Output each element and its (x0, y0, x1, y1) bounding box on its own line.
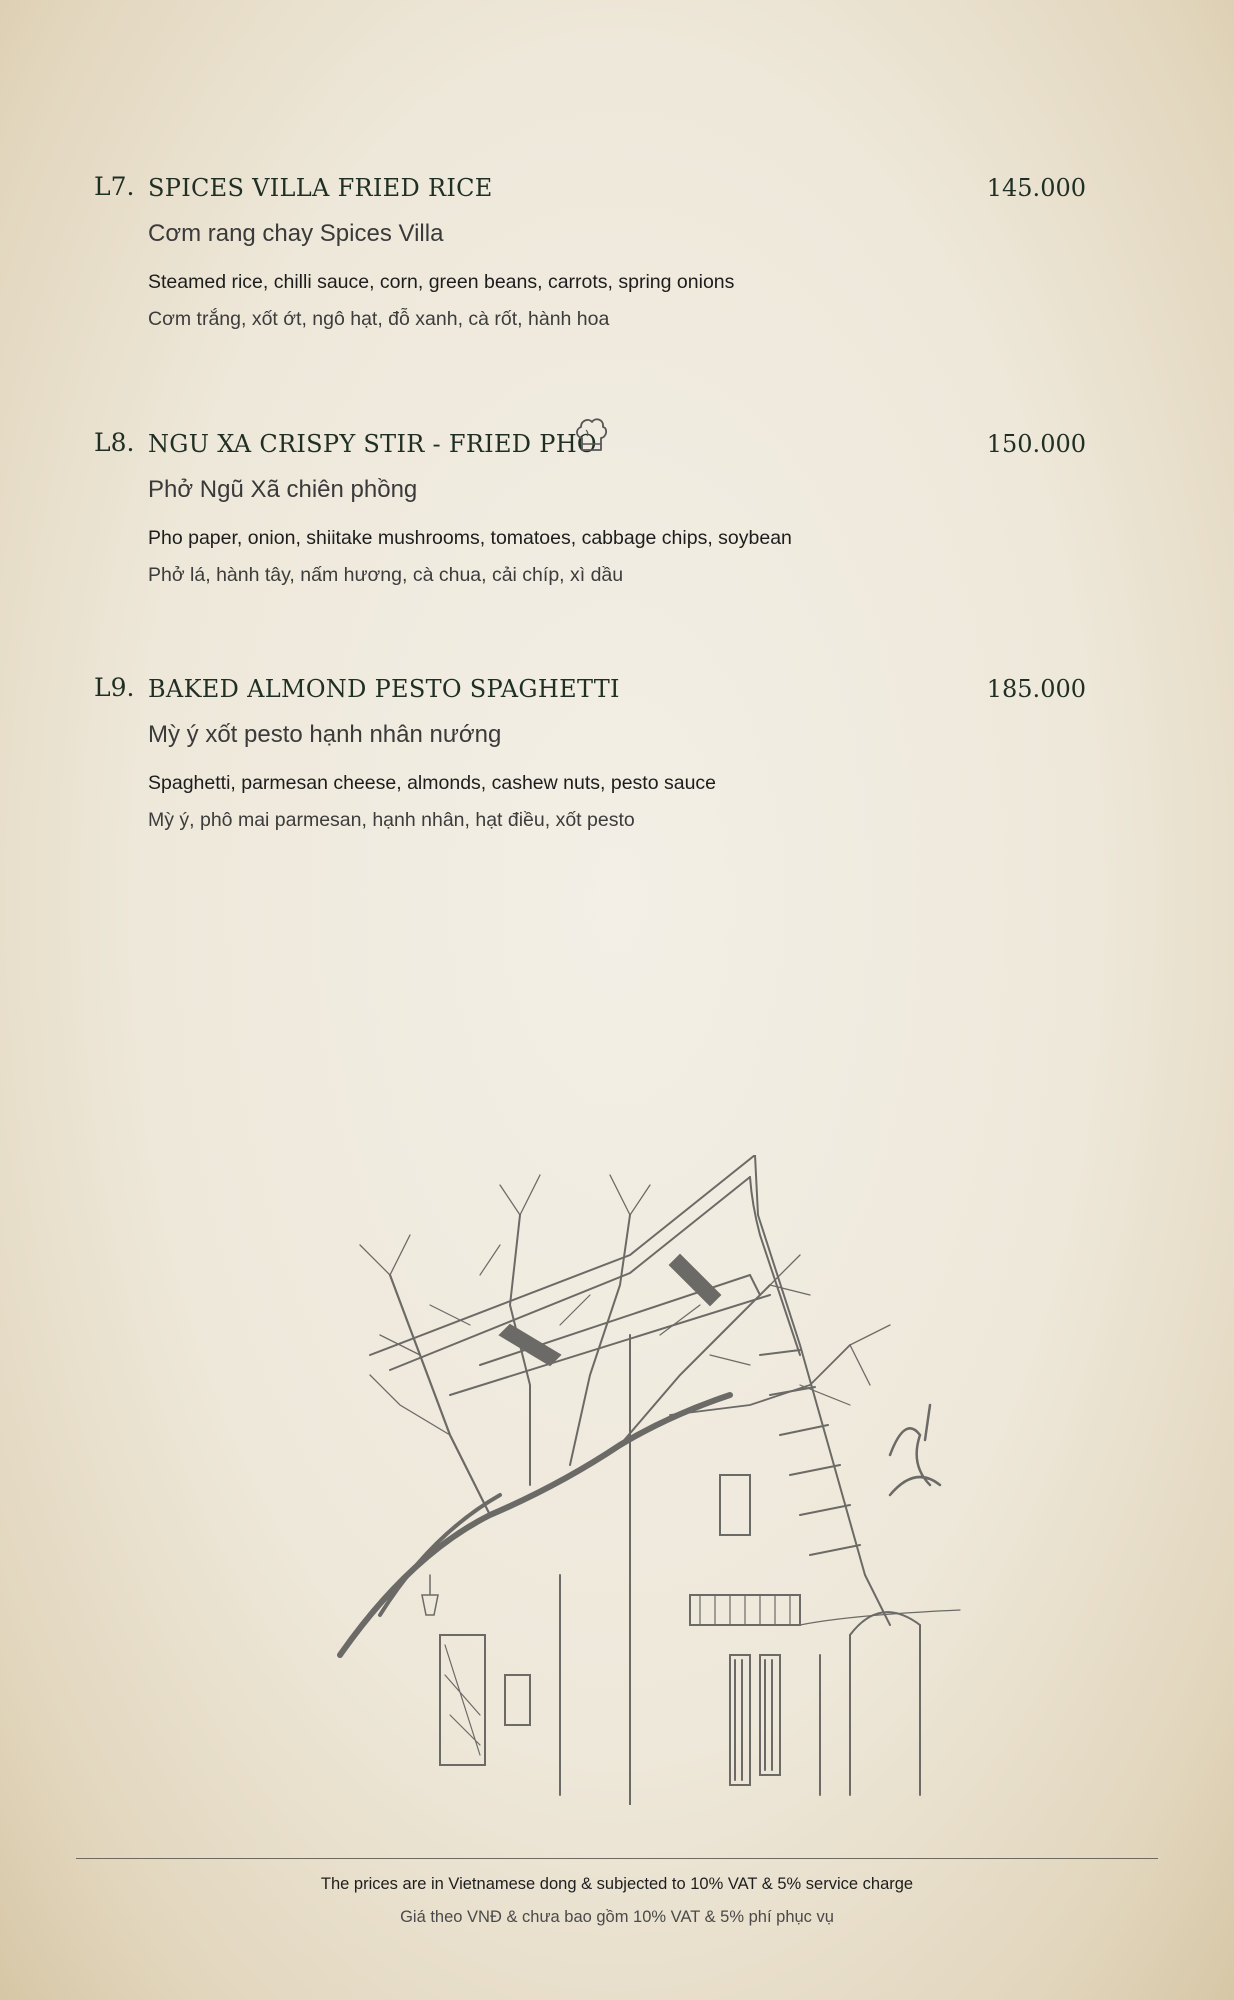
item-name: NGU XA CRISPY STIR - FRIED PHO (148, 430, 597, 458)
chef-hat-icon (574, 416, 608, 456)
footer-note-vn: Giá theo VNĐ & chưa bao gồm 10% VAT & 5% phí phục vụ (400, 1908, 834, 1926)
item-description-vn: Phở lá, hành tây, nấm hương, cà chua, cải chíp, xì dầu (148, 564, 624, 586)
item-name: BAKED ALMOND PESTO SPAGHETTI (148, 675, 620, 703)
footer-divider (76, 1858, 1158, 1859)
item-description-en: Steamed rice, chilli sauce, corn, green beans, carrots, spring onions (148, 271, 735, 293)
villa-tree-sketch (330, 1155, 990, 1805)
item-vn-name: Phở Ngũ Xã chiên phồng (148, 476, 418, 503)
item-vn-name: Cơm rang chay Spices Villa (148, 220, 444, 247)
item-code: L9. (94, 673, 135, 702)
item-code: L7. (94, 172, 135, 201)
item-description-vn: Mỳ ý, phô mai parmesan, hạnh nhân, hạt điều, xốt pesto (148, 809, 635, 831)
item-description-en: Spaghetti, parmesan cheese, almonds, cashew nuts, pesto sauce (148, 772, 717, 794)
item-code: L8. (94, 428, 135, 457)
item-description-vn: Cơm trắng, xốt ớt, ngô hạt, đỗ xanh, cà rốt, hành hoa (148, 308, 610, 330)
item-description-en: Pho paper, onion, shiitake mushrooms, tomatoes, cabbage chips, soybean (148, 527, 792, 549)
item-price: 145.000 (986, 174, 1086, 202)
item-name: SPICES VILLA FRIED RICE (148, 174, 493, 202)
footer-note-en: The prices are in Vietnamese dong & subjected to 10% VAT & 5% service charge (320, 1875, 914, 1893)
item-price: 150.000 (986, 430, 1086, 458)
item-price: 185.000 (986, 675, 1086, 703)
item-vn-name: Mỳ ý xốt pesto hạnh nhân nướng (148, 721, 502, 748)
